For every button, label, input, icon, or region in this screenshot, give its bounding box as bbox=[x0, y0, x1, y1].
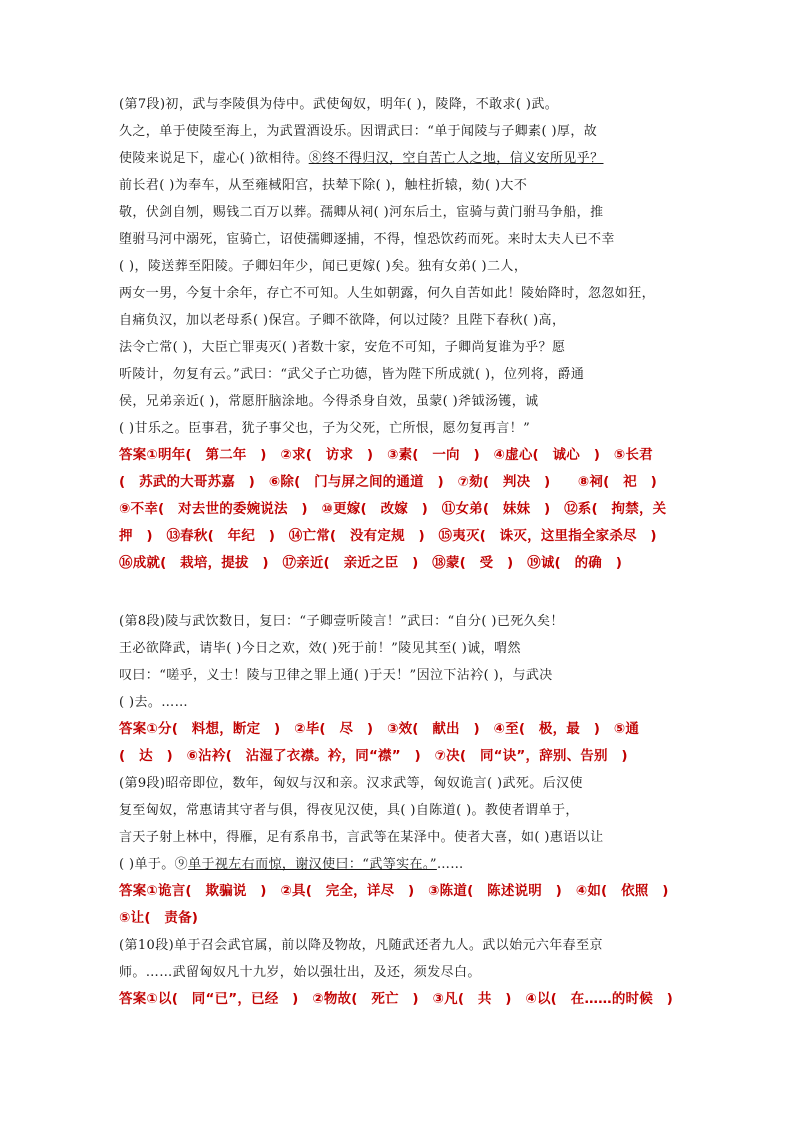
underlined-sentence: ⑧终不得归汉，空自苦亡人之地，信义安所见乎？ bbox=[308, 151, 604, 166]
passage-line: 言天子射上林中，得雁，足有系帛书，言武等在某泽中。使者大喜，如( )惠语以让 bbox=[119, 830, 604, 845]
answer-line: ⑨不幸( 对去世的委婉说法 ) ⑩更嫁( 改嫁 ) ⑪女弟( 妹妹 ) ⑫系( 拘禁，关 bbox=[119, 501, 667, 517]
answer-line: ⑤让( 责备) bbox=[119, 910, 199, 926]
answer-line: ⑯成就( 栽培，提拔 ) ⑰亲近( 亲近之臣 ) ⑱蒙( 受 ) ⑲诚( 的确 ) bbox=[119, 555, 623, 571]
passage-line: 敬，伏剑自刎，赐钱二百万以葬。孺卿从祠( )河东后土，宦骑与黄门驸马争船，推 bbox=[119, 205, 604, 220]
passage-line: 复至匈奴，常惠请其守者与俱，得夜见汉使，具( )自陈道( )。教使者谓单于， bbox=[119, 803, 579, 818]
passage-line: 久之，单于使陵至海上，为武置酒设乐。因谓武曰：“单于闻陵与子卿素( )厚，故 bbox=[119, 124, 598, 139]
answer-line: 答案①分( 料想，断定 ) ②毕( 尽 ) ③效( 献出 ) ④至( 极，最 ) ⑤通 bbox=[119, 721, 640, 737]
passage-section-9 bbox=[119, 770, 679, 932]
passage-line: (第10段)单于召会武官属，前以降及物故，凡随武还者九人。武以始元六年春至京 bbox=[119, 938, 603, 953]
underlined-sentence: 单于视左右而惊，谢汉使曰：“武等实在。” bbox=[188, 857, 437, 872]
passage-line: 前长君( )为奉车，从至雍棫阳宫，扶辇下除( )，触柱折辕，劾( )大不 bbox=[119, 178, 528, 193]
passage-line: 使陵来说足下，虚心( )欲相待。⑧终不得归汉，空自苦亡人之地，信义安所见乎？ bbox=[119, 151, 604, 166]
passage-section-8 bbox=[119, 608, 679, 770]
answer-line: ( 苏武的大哥苏嘉 ) ⑥除( 门与屏之间的通道 ) ⑦劾( 判决 ) ⑧祠( 祀 ) bbox=[119, 474, 657, 490]
passage-line: ( )单于。⑨单于视左右而惊，谢汉使曰：“武等实在。”…… bbox=[119, 857, 464, 872]
passage-section-10 bbox=[119, 932, 679, 1013]
passage-line: (第7段)初，武与李陵俱为侍中。武使匈奴，明年( )，陵降，不敢求( )武。 bbox=[119, 97, 559, 112]
passage-line: (第8段)陵与武饮数日，复曰：“子卿壹听陵言！”武曰：“自分( )已死久矣！ bbox=[119, 614, 564, 629]
passage-line: 堕驸马河中溺死，宦骑亡，诏使孺卿逐捕，不得，惶恐饮药而死。来时太夫人已不幸 bbox=[119, 232, 615, 247]
passage-line: 自痛负汉，加以老母系( )保宫。子卿不欲降，何以过陵？且陛下春秋( )高， bbox=[119, 313, 566, 328]
answer-line: 答案①以( 同“已”，已经 ) ②物故( 死亡 ) ③凡( 共 ) ④以( 在……的时候 ) bbox=[119, 991, 674, 1007]
passage-line: 两女一男，今复十余年，存亡不可知。人生如朝露，何久自苦如此！陵始降时，忽忽如狂， bbox=[119, 286, 656, 301]
passage-section-7 bbox=[119, 91, 679, 577]
passage-line: ( )，陵送葬至阳陵。子卿妇年少，闻已更嫁( )矣。独有女弟( )二人， bbox=[119, 259, 528, 274]
passage-line: ( )甘乐之。臣事君，犹子事父也，子为父死，亡所恨，愿勿复再言！” bbox=[119, 421, 531, 436]
answer-line: ( 达 ) ⑥沾衿( 沾湿了衣襟。衿，同“襟” ) ⑦决( 同“诀”，辞别、告别 ) bbox=[119, 748, 628, 764]
answer-line: 答案①明年( 第二年 ) ②求( 访求 ) ③素( 一向 ) ④虚心( 诚心 ) ⑤长君 bbox=[119, 447, 653, 463]
passage-line: 师。……武留匈奴凡十九岁，始以强壮出，及还，须发尽白。 bbox=[119, 965, 481, 980]
passage-line: 侯，兄弟亲近( )，常愿肝脑涂地。今得杀身自效，虽蒙( )斧钺汤镬，诚 bbox=[119, 394, 539, 409]
passage-line: (第9段)昭帝即位，数年，匈奴与汉和亲。汉求武等，匈奴诡言( )武死。后汉使 bbox=[119, 776, 583, 791]
answer-line: 答案①诡言( 欺骗说 ) ②具( 完全，详尽 ) ③陈道( 陈述说明 ) ④如( 依照 ) bbox=[119, 883, 669, 899]
answer-line: 押 ) ⑬春秋( 年纪 ) ⑭亡常( 没有定规 ) ⑮夷灭( 诛灭，这里指全家杀尽 ) bbox=[119, 528, 657, 544]
passage-line: 王必欲降武，请毕( )今日之欢，效( )死于前！”陵见其至( )诚，喟然 bbox=[119, 641, 521, 656]
passage-line: 法令亡常( )，大臣亡罪夷灭( )者数十家，安危不可知，子卿尚复谁为乎？愿 bbox=[119, 340, 566, 355]
passage-line: 听陵计，勿复有云。”武曰：“武父子亡功德，皆为陛下所成就( )，位列将，爵通 bbox=[119, 367, 585, 382]
passage-line: ( )去。…… bbox=[119, 695, 189, 710]
passage-line: 叹曰：“嗟乎，义士！陵与卫律之罪上通( )于天！”因泣下沾衿( )，与武决 bbox=[119, 668, 553, 683]
